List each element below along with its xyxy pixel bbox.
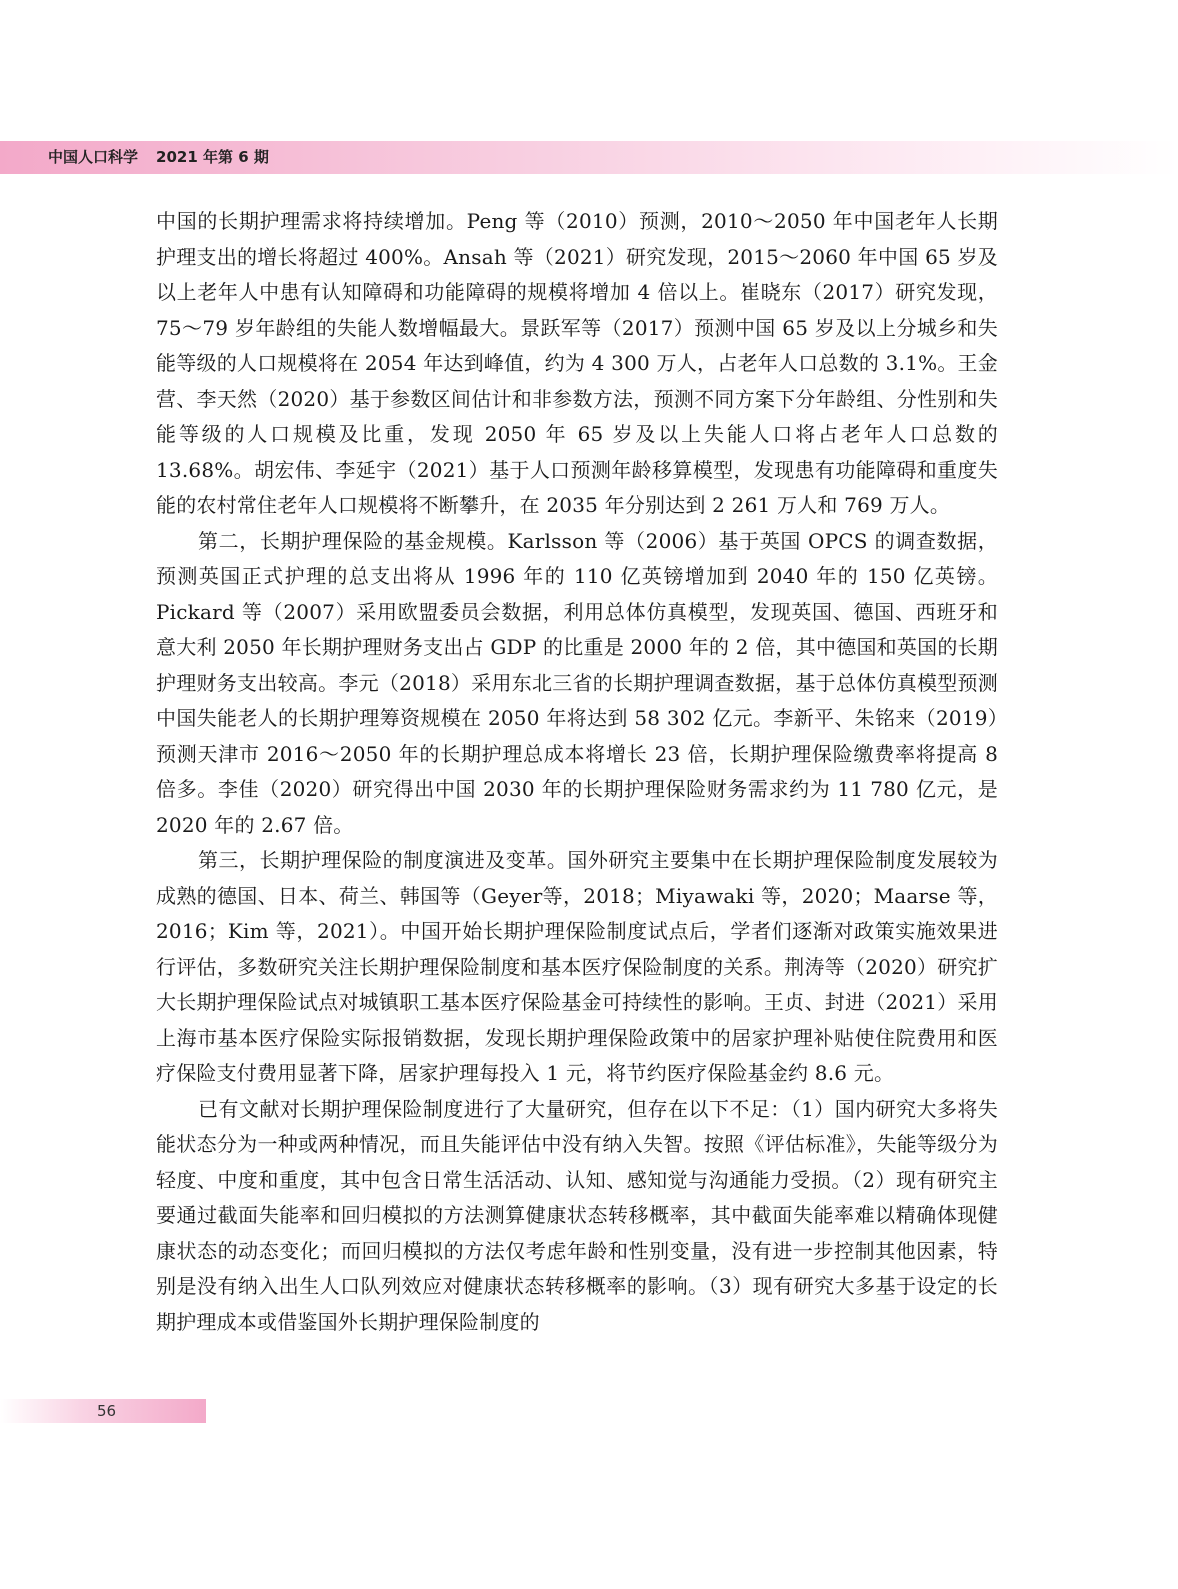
journal-name: 中国人口科学 bbox=[48, 148, 139, 166]
paragraph-4: 已有文献对长期护理保险制度进行了大量研究，但存在以下不足：（1）国内研究大多将失能状态分为一种或两种情况，而且失能评估中没有纳入失智。按照《评估标准》，失能等级分为轻度、中度和重度，其中包含日常生活活动、认知、感知觉与沟通能力受损。（2）现有研究主要通过截面失能率和回归模拟的方法测算健康状态转移概率，其中截面失能率难以精确体现健康状态的动态变化；而回归模拟的方法仅考虑年龄和性别变量，没有进一步控制其他因素，特别是没有纳入出生人口队列效应对健康状态转移概率的影响。（3）现有研究大多基于设定的长期护理成本或借鉴国外长期护理保险制度的 bbox=[156, 1096, 998, 1334]
paragraph-2: 第二，长期护理保险的基金规模。Karlsson 等（2006）基于英国 OPCS 的调查数据，预测英国正式护理的总支出将从 1996 年的 110 亿英镑增加到 2040 年的 150 亿英镑。Pickard 等（2007）采用欧盟委员会数据，利用总体仿真模型，发现英国、德国、西班牙和意大利 2050 年长期护理财务支出占 GDP 的比重是 2000 年的 2 倍，其中德国和英国的长期护理财务支出较高。李元（2018）采用东北三省的长期护理调查数据，基于总体仿真模型预测中国失能老人的长期护理筹资规模在 2050 年将达到 58 302 亿元。李新平、朱铭来（2019）预测天津市 2016～2050 年的长期护理总成本将增长 23 倍，长期护理保险缴费率将提高 8 倍多。李佳（2020）研究得出中国 2030 年的长期护理保险财务需求约为 11 780 亿元，是 2020 年的 2.67 倍。 bbox=[156, 528, 998, 837]
page-number: 56 bbox=[97, 1402, 117, 1420]
running-header bbox=[48, 147, 269, 167]
article-body bbox=[156, 204, 998, 1340]
paragraph-3: 第三，长期护理保险的制度演进及变革。国外研究主要集中在长期护理保险制度发展较为成熟的德国、日本、荷兰、韩国等（Geyer等，2018；Miyawaki 等，2020；Maarse 等，2016；Kim 等，2021）。中国开始长期护理保险制度试点后，学者们逐渐对政策实施效果进行评估，多数研究关注长期护理保险制度和基本医疗保险制度的关系。荆涛等（2020）研究扩大长期护理保险试点对城镇职工基本医疗保险基金可持续性的影响。王贞、封进（2021）采用上海市基本医疗保险实际报销数据，发现长期护理保险政策中的居家护理补贴使住院费用和医疗保险支付费用显著下降，居家护理每投入 1 元，将节约医疗保险基金约 8.6 元。 bbox=[156, 848, 998, 1085]
issue-label: 2021 年第 6 期 bbox=[156, 148, 269, 166]
paragraph-1: 中国的长期护理需求将持续增加。Peng 等（2010）预测，2010～2050 年中国老年人长期护理支出的增长将超过 400%。Ansah 等（2021）研究发现，2015～2060 年中国 65 岁及以上老年人中患有认知障碍和功能障碍的规模将增加 4 倍以上。崔晓东（2017）研究发现，75～79 岁年龄组的失能人数增幅最大。景跃军等（2017）预测中国 65 岁及以上分城乡和失能等级的人口规模将在 2054 年达到峰值，约为 4 300 万人，占老年人口总数的 3.1%。王金营、李天然（2020）基于参数区间估计和非参数方法，预测不同方案下分年龄组、分性别和失能等级的人口规模及比重，发现 2050 年 65 岁及以上失能人口将占老年人口总数的 13.68%。胡宏伟、李延宇（2021）基于人口预测年龄移算模型，发现患有功能障碍和重度失能的农村常住老年人口规模将不断攀升，在 2035 年分别达到 2 261 万人和 769 万人。 bbox=[156, 209, 998, 517]
